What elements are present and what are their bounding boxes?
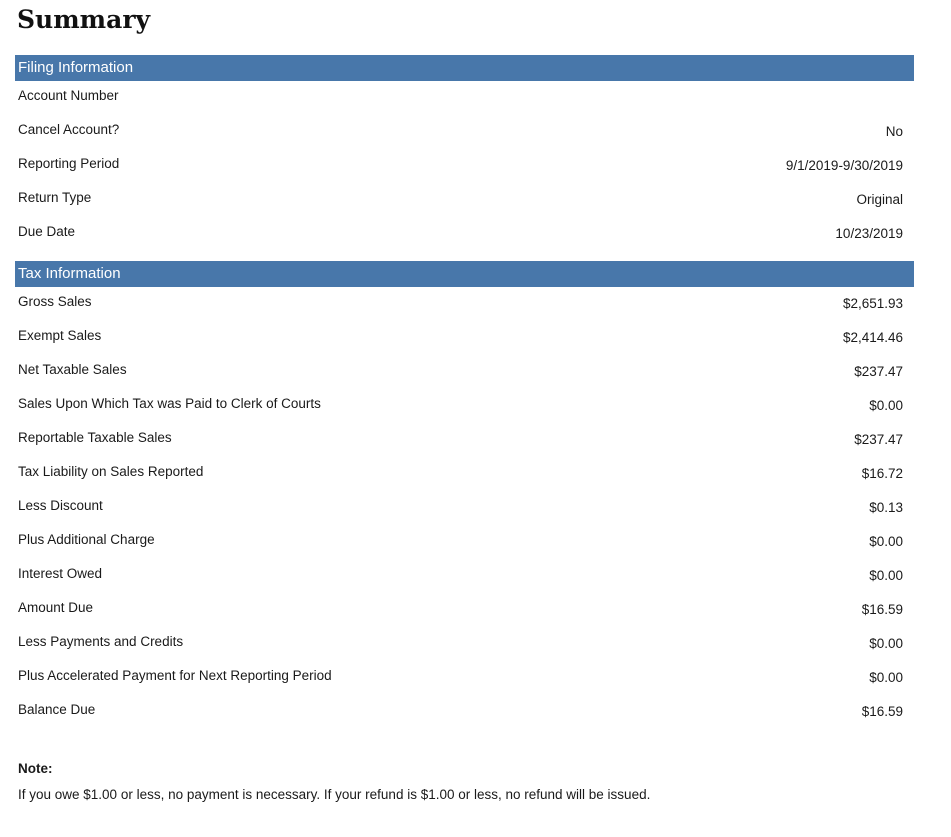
row-value: $16.59 [861, 602, 903, 617]
filing-information-header: Filing Information [15, 55, 914, 81]
summary-row-sales-tax-paid-clerk [15, 389, 914, 423]
row-value: $2,651.93 [842, 296, 903, 311]
row-label: Reportable Taxable Sales [18, 430, 172, 445]
summary-row-accelerated-payment [15, 661, 914, 695]
row-value: $0.00 [869, 568, 903, 583]
row-value: $237.47 [854, 432, 903, 447]
filing-information-rows [15, 81, 914, 251]
row-value: $0.13 [869, 500, 903, 515]
row-value: Original [856, 192, 903, 207]
row-label: Exempt Sales [18, 328, 102, 343]
summary-row-additional-charge [15, 525, 914, 559]
row-value: $0.00 [869, 670, 903, 685]
row-label: Return Type [18, 190, 92, 205]
row-label: Plus Additional Charge [18, 532, 155, 547]
row-label: Net Taxable Sales [18, 362, 127, 377]
row-label: Account Number [18, 88, 119, 103]
row-value: $0.00 [869, 636, 903, 651]
row-label: Cancel Account? [18, 122, 120, 137]
summary-row-account-number [15, 81, 914, 115]
row-value: 10/23/2019 [835, 226, 903, 241]
row-label: Due Date [18, 224, 76, 239]
page-title: Summary [17, 5, 151, 34]
summary-row-net-taxable-sales [15, 355, 914, 389]
row-label: Amount Due [18, 600, 94, 615]
row-label: Gross Sales [18, 294, 92, 309]
summary-row-gross-sales [15, 287, 914, 321]
row-label: Interest Owed [18, 566, 103, 581]
row-value: No [885, 124, 903, 139]
summary-row-due-date [15, 217, 914, 251]
note-label: Note: [18, 761, 53, 776]
summary-row-tax-liability [15, 457, 914, 491]
summary-row-reporting-period [15, 149, 914, 183]
tax-information-rows [15, 287, 914, 729]
row-label: Reporting Period [18, 156, 120, 171]
summary-row-return-type [15, 183, 914, 217]
tax-information-section [15, 261, 914, 729]
row-value: $0.00 [869, 534, 903, 549]
summary-row-balance-due [15, 695, 914, 729]
summary-row-cancel-account [15, 115, 914, 149]
note-text: If you owe $1.00 or less, no payment is necessary. If your refund is $1.00 or less, no refund will be issued. [18, 787, 651, 802]
summary-row-interest-owed [15, 559, 914, 593]
row-value: $0.00 [869, 398, 903, 413]
row-value: $2,414.46 [842, 330, 903, 345]
summary-row-exempt-sales [15, 321, 914, 355]
row-label: Sales Upon Which Tax was Paid to Clerk of Courts [18, 396, 321, 411]
row-label: Tax Liability on Sales Reported [18, 464, 204, 479]
note [18, 760, 650, 804]
summary-row-less-discount [15, 491, 914, 525]
tax-information-header: Tax Information [15, 261, 914, 287]
row-label: Less Payments and Credits [18, 634, 184, 649]
summary-row-reportable-taxable-sales [15, 423, 914, 457]
row-value: 9/1/2019-9/30/2019 [785, 158, 903, 173]
row-label: Less Discount [18, 498, 103, 513]
row-label: Plus Accelerated Payment for Next Reporting Period [18, 668, 332, 683]
row-label: Balance Due [18, 702, 96, 717]
summary-row-amount-due [15, 593, 914, 627]
row-value: $16.59 [861, 704, 903, 719]
row-value: $237.47 [854, 364, 903, 379]
row-value: $16.72 [861, 466, 903, 481]
summary-row-payments-credits [15, 627, 914, 661]
filing-information-section [15, 55, 914, 251]
